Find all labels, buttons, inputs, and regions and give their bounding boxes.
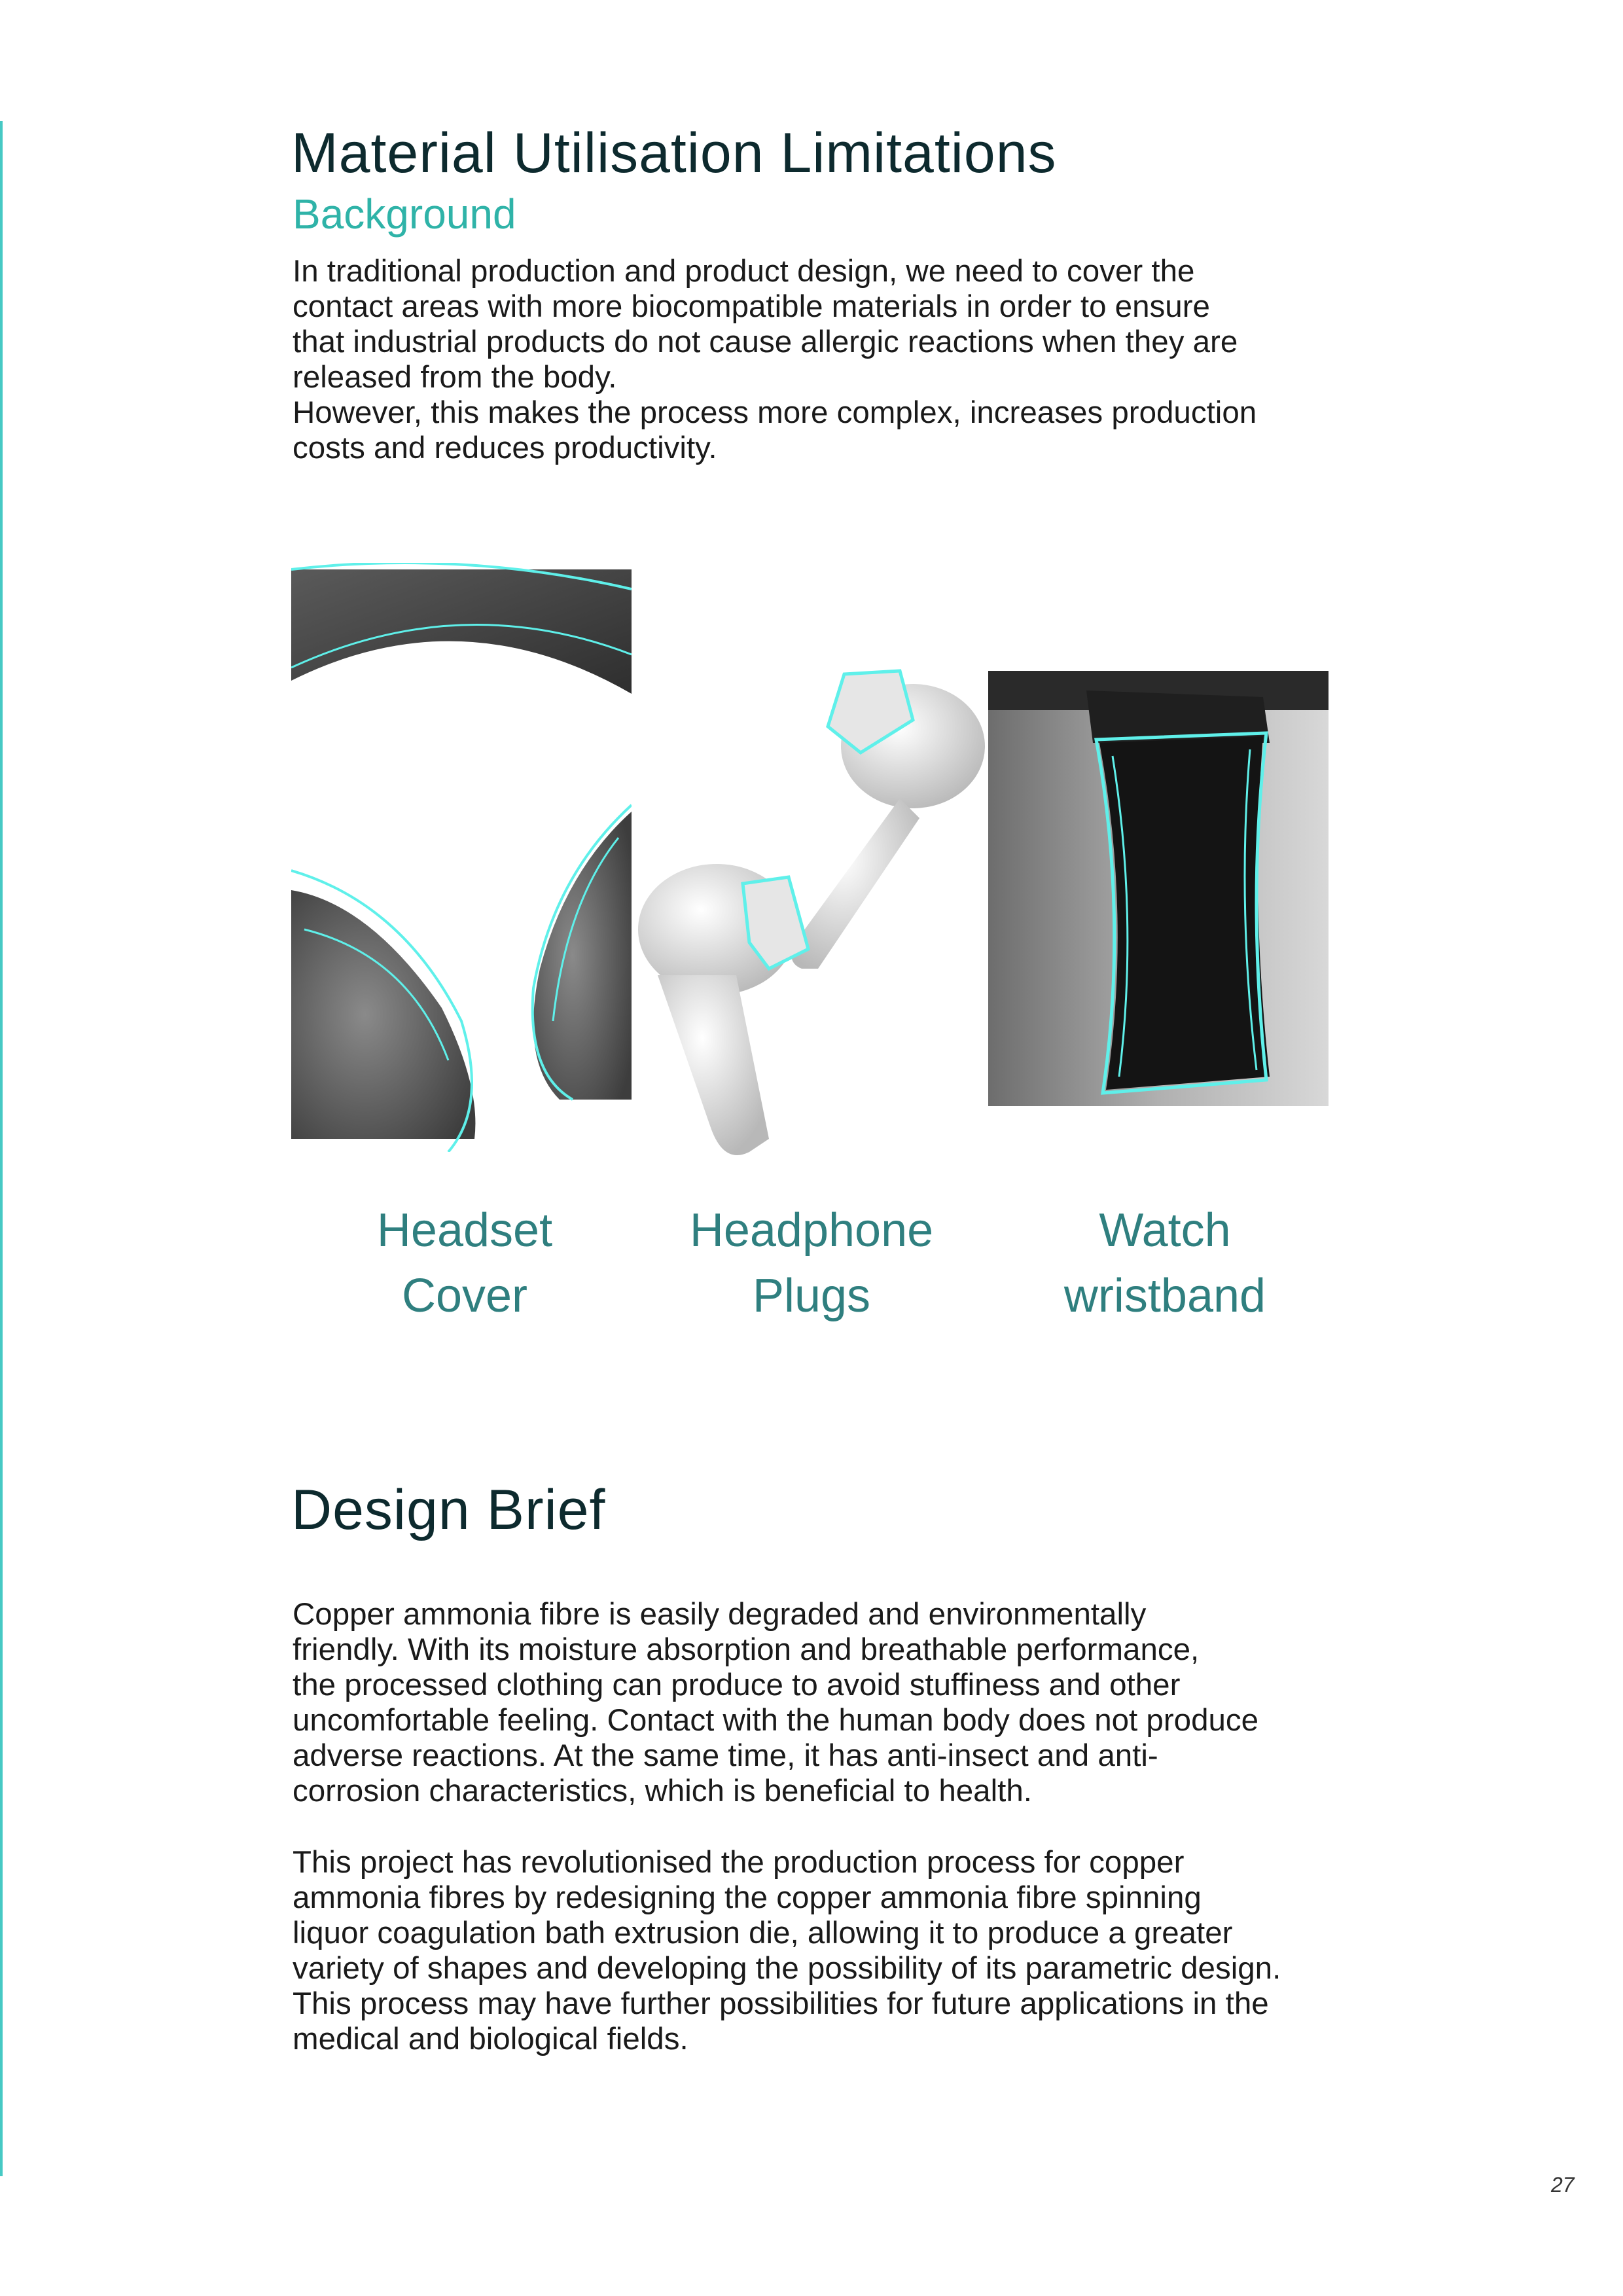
text-line: variety of shapes and developing the possibility of its parametric design. [293,1951,1281,1986]
label-headset-cover [327,1198,602,1329]
label-line: Cover [401,1270,528,1322]
section-subtitle-background: Background [293,190,516,238]
text-line: uncomfortable feeling. Contact with the human body does not produce [293,1703,1259,1738]
label-line: Headphone [689,1204,934,1257]
label-watch-wristband [1021,1198,1309,1329]
text-line: released from the body. [293,360,617,395]
background-paragraph-2 [293,395,1257,466]
design-brief-paragraph-2 [293,1845,1281,2057]
label-line: wristband [1063,1270,1266,1322]
text-line: This process may have further possibilities for future applications in the [293,1986,1269,2021]
left-accent-rule [0,121,3,2176]
text-line: adverse reactions. At the same time, it has anti-insect and anti- [293,1738,1158,1773]
text-line: that industrial products do not cause allergic reactions when they are [293,325,1238,359]
label-line: Headset [376,1204,553,1257]
label-line: Plugs [752,1270,871,1322]
text-line: costs and reduces productivity. [293,431,717,465]
text-line: ammonia fibres by redesigning the copper ammonia fibre spinning [293,1880,1202,1915]
design-brief-title: Design Brief [291,1479,606,1541]
text-line: In traditional production and product design, we need to cover the [293,254,1195,289]
text-line: medical and biological fields. [293,2022,688,2056]
background-paragraph-1 [293,254,1238,395]
page-number: 27 [1551,2173,1575,2197]
watch-strap-photo [988,671,1329,1106]
label-headphone-plugs [668,1198,955,1329]
text-line: friendly. With its moisture absorption and breathable performance, [293,1632,1200,1667]
headset-photo [291,563,632,1152]
design-brief-paragraph-1 [293,1597,1258,1809]
page-title: Material Utilisation Limitations [291,122,1057,185]
earbuds-photo [638,668,985,1185]
text-line: This project has revolutionised the production process for copper [293,1845,1185,1880]
text-line: corrosion characteristics, which is beneficial to health. [293,1774,1032,1808]
label-line: Watch [1099,1204,1231,1257]
text-line: Copper ammonia fibre is easily degraded and environmentally [293,1597,1147,1632]
text-line: the processed clothing can produce to avoid stuffiness and other [293,1668,1181,1702]
text-line: However, this makes the process more complex, increases production [293,395,1257,430]
text-line: liquor coagulation bath extrusion die, allowing it to produce a greater [293,1916,1233,1950]
text-line: contact areas with more biocompatible materials in order to ensure [293,289,1210,324]
